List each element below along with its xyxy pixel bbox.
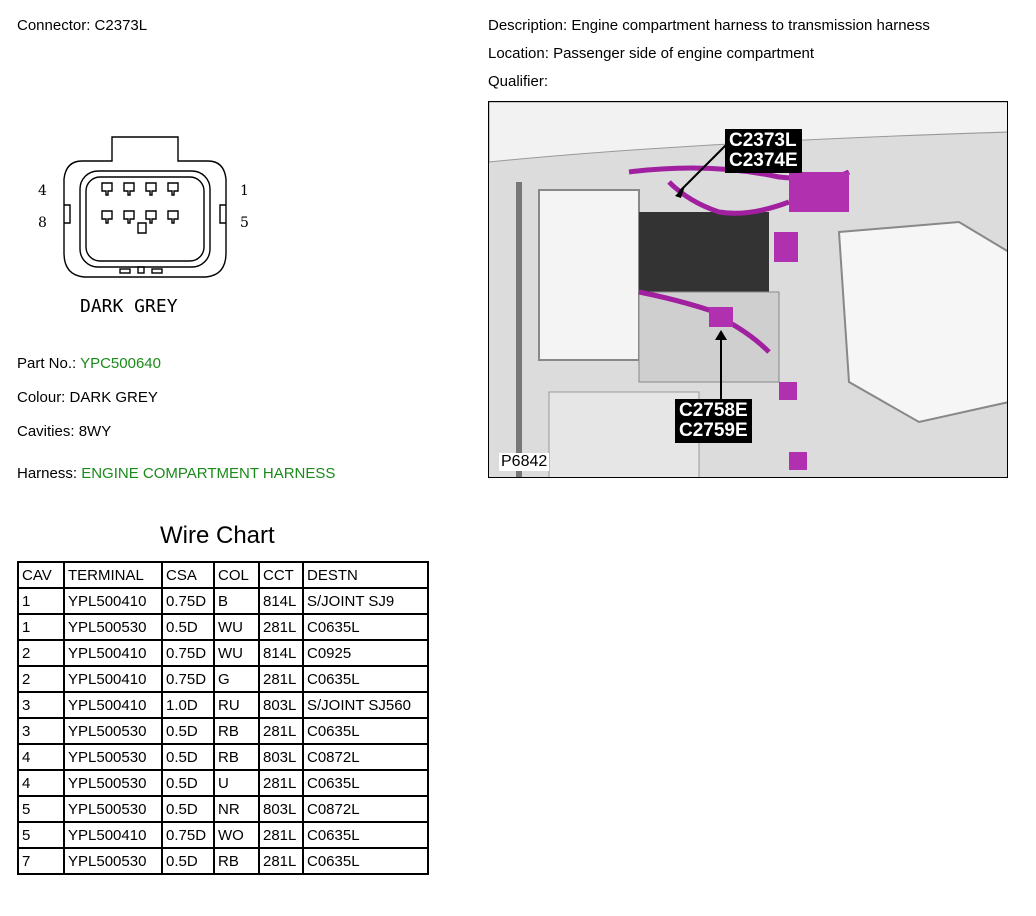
callout-top-line1: C2373L (729, 130, 797, 151)
table-row (18, 718, 428, 744)
cell-destn: C0635L (303, 822, 428, 848)
cell-destn: C0635L (303, 848, 428, 874)
cell-cct: 281L (259, 848, 303, 874)
cell-csa: 0.5D (162, 848, 214, 874)
part-no-line (17, 355, 161, 372)
part-no-label: Part No.: (17, 355, 77, 372)
cell-cct: 281L (259, 666, 303, 692)
harness-line (17, 465, 335, 482)
cell-terminal: YPL500410 (64, 692, 162, 718)
cell-col: RB (214, 848, 259, 874)
colour-line (17, 389, 158, 406)
cell-cav: 2 (18, 640, 64, 666)
cell-cct: 281L (259, 614, 303, 640)
cell-terminal: YPL500410 (64, 588, 162, 614)
table-row (18, 588, 428, 614)
description-label: Description: (488, 17, 568, 34)
cell-terminal: YPL500530 (64, 848, 162, 874)
cell-terminal: YPL500410 (64, 822, 162, 848)
cell-terminal: YPL500410 (64, 640, 162, 666)
diagram-colour-caption: DARK GREY (80, 296, 178, 317)
table-row (18, 744, 428, 770)
colour-value: DARK GREY (69, 389, 158, 406)
cell-destn: C0635L (303, 770, 428, 796)
wire-chart-header-row (18, 562, 428, 588)
cell-cct: 814L (259, 588, 303, 614)
cavities-value: 8WY (78, 423, 112, 440)
cell-csa: 0.75D (162, 640, 214, 666)
cell-col: RU (214, 692, 259, 718)
cell-col: WU (214, 614, 259, 640)
cell-csa: 0.75D (162, 588, 214, 614)
pin-label-5: 5 (240, 215, 249, 231)
cell-cct: 281L (259, 770, 303, 796)
location-value: Passenger side of engine compartment (553, 45, 815, 62)
colour-label: Colour: (17, 389, 66, 406)
cell-destn: C0635L (303, 666, 428, 692)
cell-cav: 5 (18, 822, 64, 848)
cell-cav: 3 (18, 718, 64, 744)
cell-cav: 5 (18, 796, 64, 822)
cell-cav: 3 (18, 692, 64, 718)
qualifier-label: Qualifier: (488, 73, 549, 90)
callout-bottom-line2: C2759E (679, 420, 748, 441)
cell-destn: C0635L (303, 718, 428, 744)
cell-cct: 803L (259, 744, 303, 770)
header-cct: CCT (259, 562, 303, 588)
header-col: COL (214, 562, 259, 588)
cell-cct: 814L (259, 640, 303, 666)
description-line (488, 17, 930, 34)
connector-label: Connector: (17, 17, 91, 34)
table-row (18, 666, 428, 692)
cell-cct: 281L (259, 718, 303, 744)
cell-csa: 0.5D (162, 744, 214, 770)
cell-cct: 803L (259, 796, 303, 822)
cell-csa: 1.0D (162, 692, 214, 718)
cell-col: RB (214, 744, 259, 770)
cell-csa: 0.5D (162, 796, 214, 822)
table-row (18, 614, 428, 640)
photo-code: P6842 (501, 453, 548, 470)
cell-cav: 7 (18, 848, 64, 874)
cell-terminal: YPL500530 (64, 614, 162, 640)
pin-label-4: 4 (38, 183, 47, 199)
cell-csa: 0.75D (162, 822, 214, 848)
callout-c2758e-c2759e (675, 399, 752, 443)
cell-csa: 0.5D (162, 614, 214, 640)
location-photo (488, 101, 1008, 478)
cell-cav: 1 (18, 588, 64, 614)
cell-col: U (214, 770, 259, 796)
header-destn: DESTN (303, 562, 428, 588)
table-row (18, 822, 428, 848)
cavities-label: Cavities: (17, 423, 75, 440)
cell-csa: 0.5D (162, 718, 214, 744)
cell-terminal: YPL500530 (64, 796, 162, 822)
cell-csa: 0.5D (162, 770, 214, 796)
cell-cav: 1 (18, 614, 64, 640)
header-csa: CSA (162, 562, 214, 588)
harness-link[interactable]: ENGINE COMPARTMENT HARNESS (81, 465, 336, 482)
callout-c2373l-c2374e (725, 129, 802, 173)
cell-cav: 4 (18, 744, 64, 770)
cell-cct: 803L (259, 692, 303, 718)
cell-cav: 4 (18, 770, 64, 796)
wire-chart-title: Wire Chart (160, 522, 275, 549)
callout-bottom-line1: C2758E (679, 400, 748, 421)
harness-label: Harness: (17, 465, 78, 482)
cell-terminal: YPL500410 (64, 666, 162, 692)
callout-top-line2: C2374E (729, 150, 798, 171)
cell-terminal: YPL500530 (64, 718, 162, 744)
connector-line (17, 17, 147, 34)
wire-chart-table (17, 561, 429, 875)
part-no-link[interactable]: YPC500640 (80, 355, 161, 372)
connector-value: C2373L (94, 17, 148, 34)
cell-destn: C0872L (303, 796, 428, 822)
location-label: Location: (488, 45, 549, 62)
table-row (18, 848, 428, 874)
cell-destn: S/JOINT SJ560 (303, 692, 428, 718)
cell-col: WU (214, 640, 259, 666)
cell-terminal: YPL500530 (64, 744, 162, 770)
header-cav: CAV (18, 562, 64, 588)
table-row (18, 796, 428, 822)
qualifier-line (488, 73, 548, 90)
cell-col: G (214, 666, 259, 692)
table-row (18, 640, 428, 666)
cell-cct: 281L (259, 822, 303, 848)
cell-col: WO (214, 822, 259, 848)
location-line (488, 45, 814, 62)
pin-label-1: 1 (240, 183, 249, 199)
cell-terminal: YPL500530 (64, 770, 162, 796)
cell-destn: C0925 (303, 640, 428, 666)
cavities-line (17, 423, 111, 440)
cell-csa: 0.75D (162, 666, 214, 692)
cell-col: RB (214, 718, 259, 744)
description-value: Engine compartment harness to transmission harness (571, 17, 930, 34)
cell-destn: C0635L (303, 614, 428, 640)
header-terminal: TERMINAL (64, 562, 162, 588)
cell-destn: S/JOINT SJ9 (303, 588, 428, 614)
cell-col: NR (214, 796, 259, 822)
cell-cav: 2 (18, 666, 64, 692)
table-row (18, 692, 428, 718)
connector-face-diagram (30, 125, 260, 325)
cell-col: B (214, 588, 259, 614)
table-row (18, 770, 428, 796)
pin-label-8: 8 (38, 215, 47, 231)
cell-destn: C0872L (303, 744, 428, 770)
